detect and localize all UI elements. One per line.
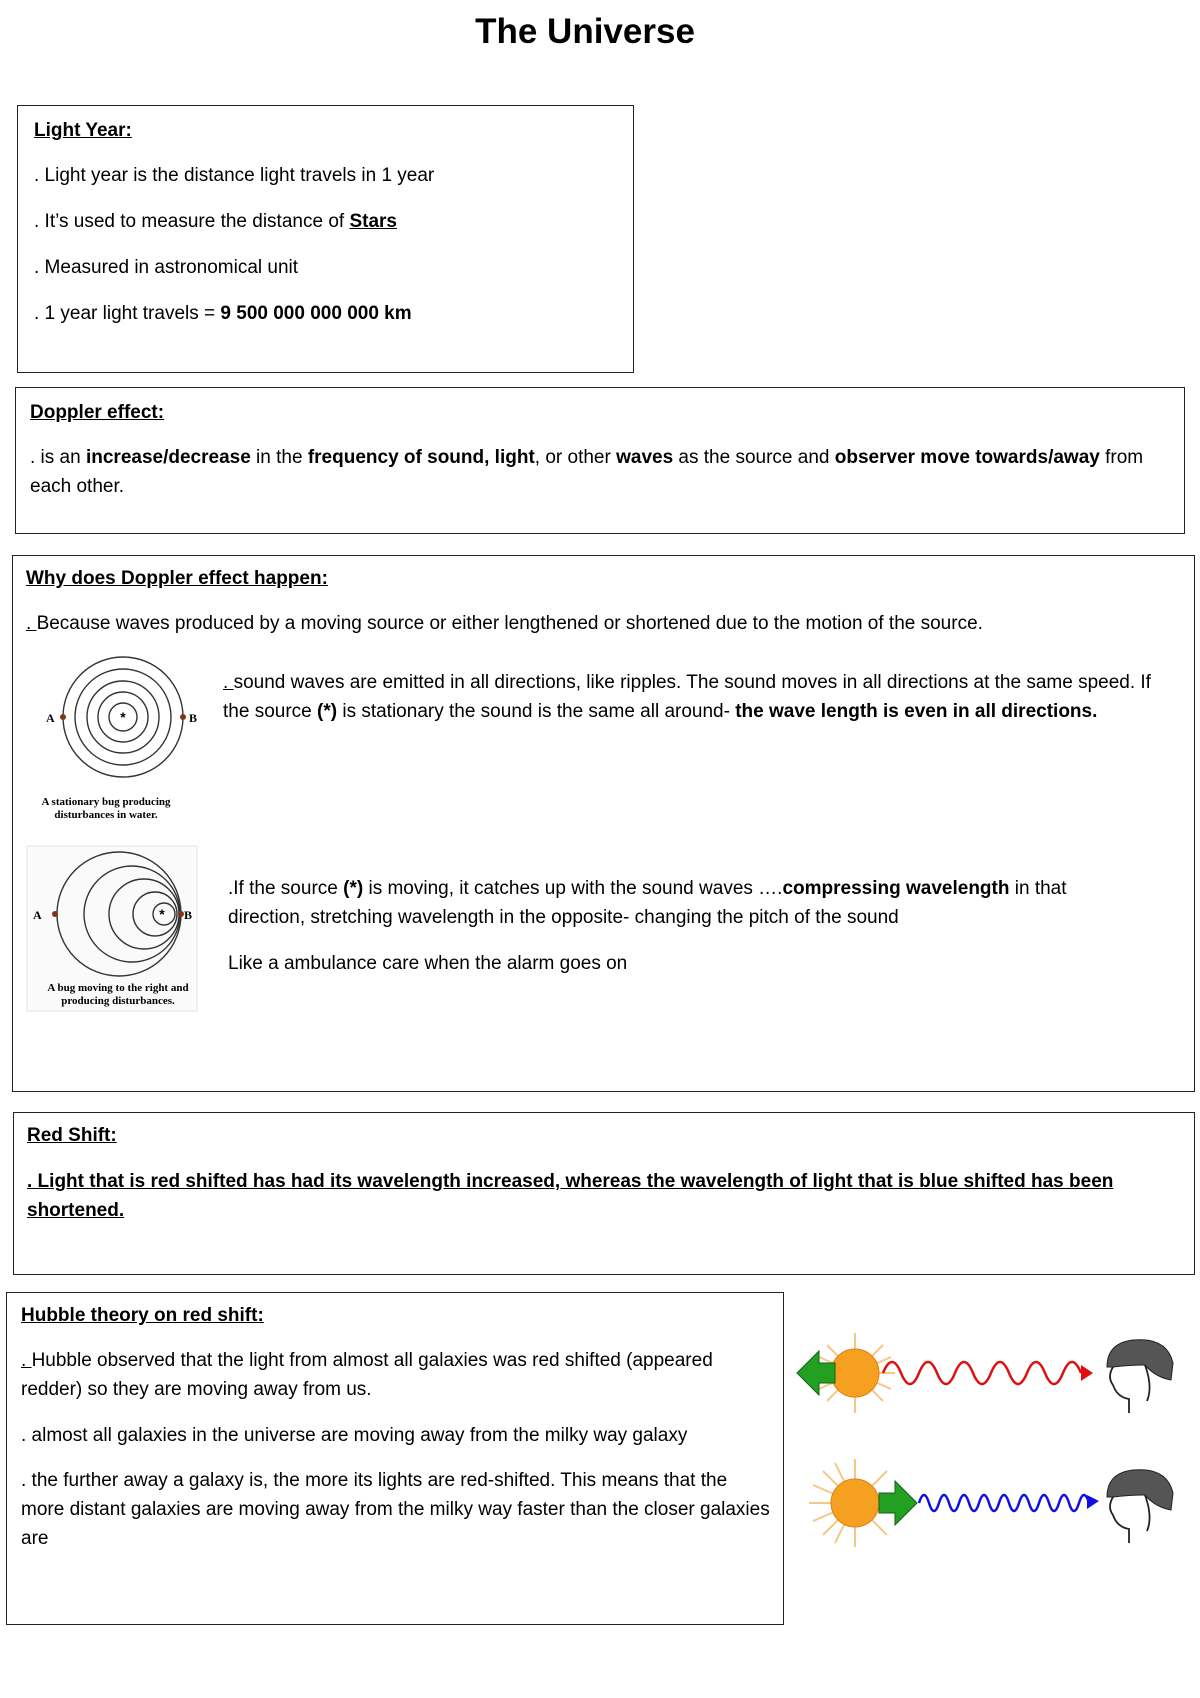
hubble-line-2: . almost all galaxies in the universe are moving away from the milky way galaxy <box>21 1425 688 1446</box>
svg-text:*: * <box>159 906 165 922</box>
observer-head-icon <box>1107 1340 1173 1413</box>
light-year-line-4: . 1 year light travels = 9 500 000 000 000 km <box>34 303 412 324</box>
moving-label-a: A <box>33 908 42 922</box>
red-shift-illustration <box>795 1325 1180 1425</box>
doppler-box <box>15 387 1185 534</box>
green-arrow-right-icon <box>879 1481 917 1525</box>
doppler-definition: . is an increase/decrease in the frequency of sound, light, or other waves as the source and observer move towards/away from each other. <box>30 447 1144 497</box>
page-title: The Universe <box>475 12 695 51</box>
light-year-line-3: . Measured in astronomical unit <box>34 257 299 278</box>
hubble-heading: Hubble theory on red shift: <box>21 1305 264 1326</box>
stars-term: Stars <box>349 211 397 232</box>
blue-arrowhead-icon <box>1087 1495 1099 1509</box>
red-wave <box>883 1362 1081 1384</box>
hubble-line-1: . Hubble observed that the light from almost all galaxies was red shifted (appeared redder) so they are moving away from us. <box>21 1350 713 1400</box>
stationary-source-diagram <box>28 654 198 804</box>
moving-explanation: .If the source (*) is moving, it catches up with the sound waves ….compressing wavelength in that direction, stretching wavelength in the opposite- changing the pitch of the sound <box>228 878 1067 928</box>
why-doppler-box <box>12 555 1195 1092</box>
red-shift-text: . Light that is red shifted has had its wavelength increased, whereas the wavelength of light that is blue shifted has been shortened. <box>27 1171 1114 1221</box>
stationary-label-a: A <box>46 711 55 725</box>
why-doppler-line: . Because waves produced by a moving source or either lengthened or shortened due to the motion of the source. <box>26 613 983 634</box>
light-year-box <box>17 105 634 373</box>
stationary-caption: A stationary bug producing disturbances in water. <box>41 796 171 821</box>
light-year-line-1: . Light year is the distance light travels in 1 year <box>34 165 435 186</box>
moving-label-b: B <box>184 908 193 922</box>
hubble-line-3: . the further away a galaxy is, the more its lights are red-shifted. This means that the more distant galaxies are moving away from the milky way faster than the closer galaxies are <box>21 1470 770 1549</box>
green-arrow-left-icon <box>797 1351 835 1395</box>
svg-text:*: * <box>120 709 126 725</box>
hubble-box <box>6 1292 784 1625</box>
stationary-explanation: . sound waves are emitted in all directions, like ripples. The sound moves in all directions at the same speed. If the source (*) is stationary the sound is the same all around- the wave length is even in all directions. <box>223 672 1151 722</box>
red-shift-heading: Red Shift: <box>27 1125 117 1146</box>
blue-shift-illustration <box>795 1445 1180 1560</box>
red-shift-box <box>13 1112 1195 1275</box>
observer-head-icon <box>1107 1470 1173 1543</box>
moving-caption: A bug moving to the right and producing disturbances. <box>47 982 189 1007</box>
why-doppler-heading: Why does Doppler effect happen: <box>26 568 328 589</box>
red-arrowhead-icon <box>1081 1365 1093 1381</box>
doppler-heading: Doppler effect: <box>30 402 165 423</box>
light-year-heading: Light Year: <box>34 120 132 141</box>
stationary-label-b: B <box>189 711 198 725</box>
light-year-line-2: . It’s used to measure the distance of Stars <box>34 211 397 232</box>
ambulance-example: Like a ambulance care when the alarm goes on <box>228 953 628 974</box>
light-year-distance: 9 500 000 000 000 km <box>220 303 412 324</box>
blue-wave <box>919 1495 1089 1511</box>
